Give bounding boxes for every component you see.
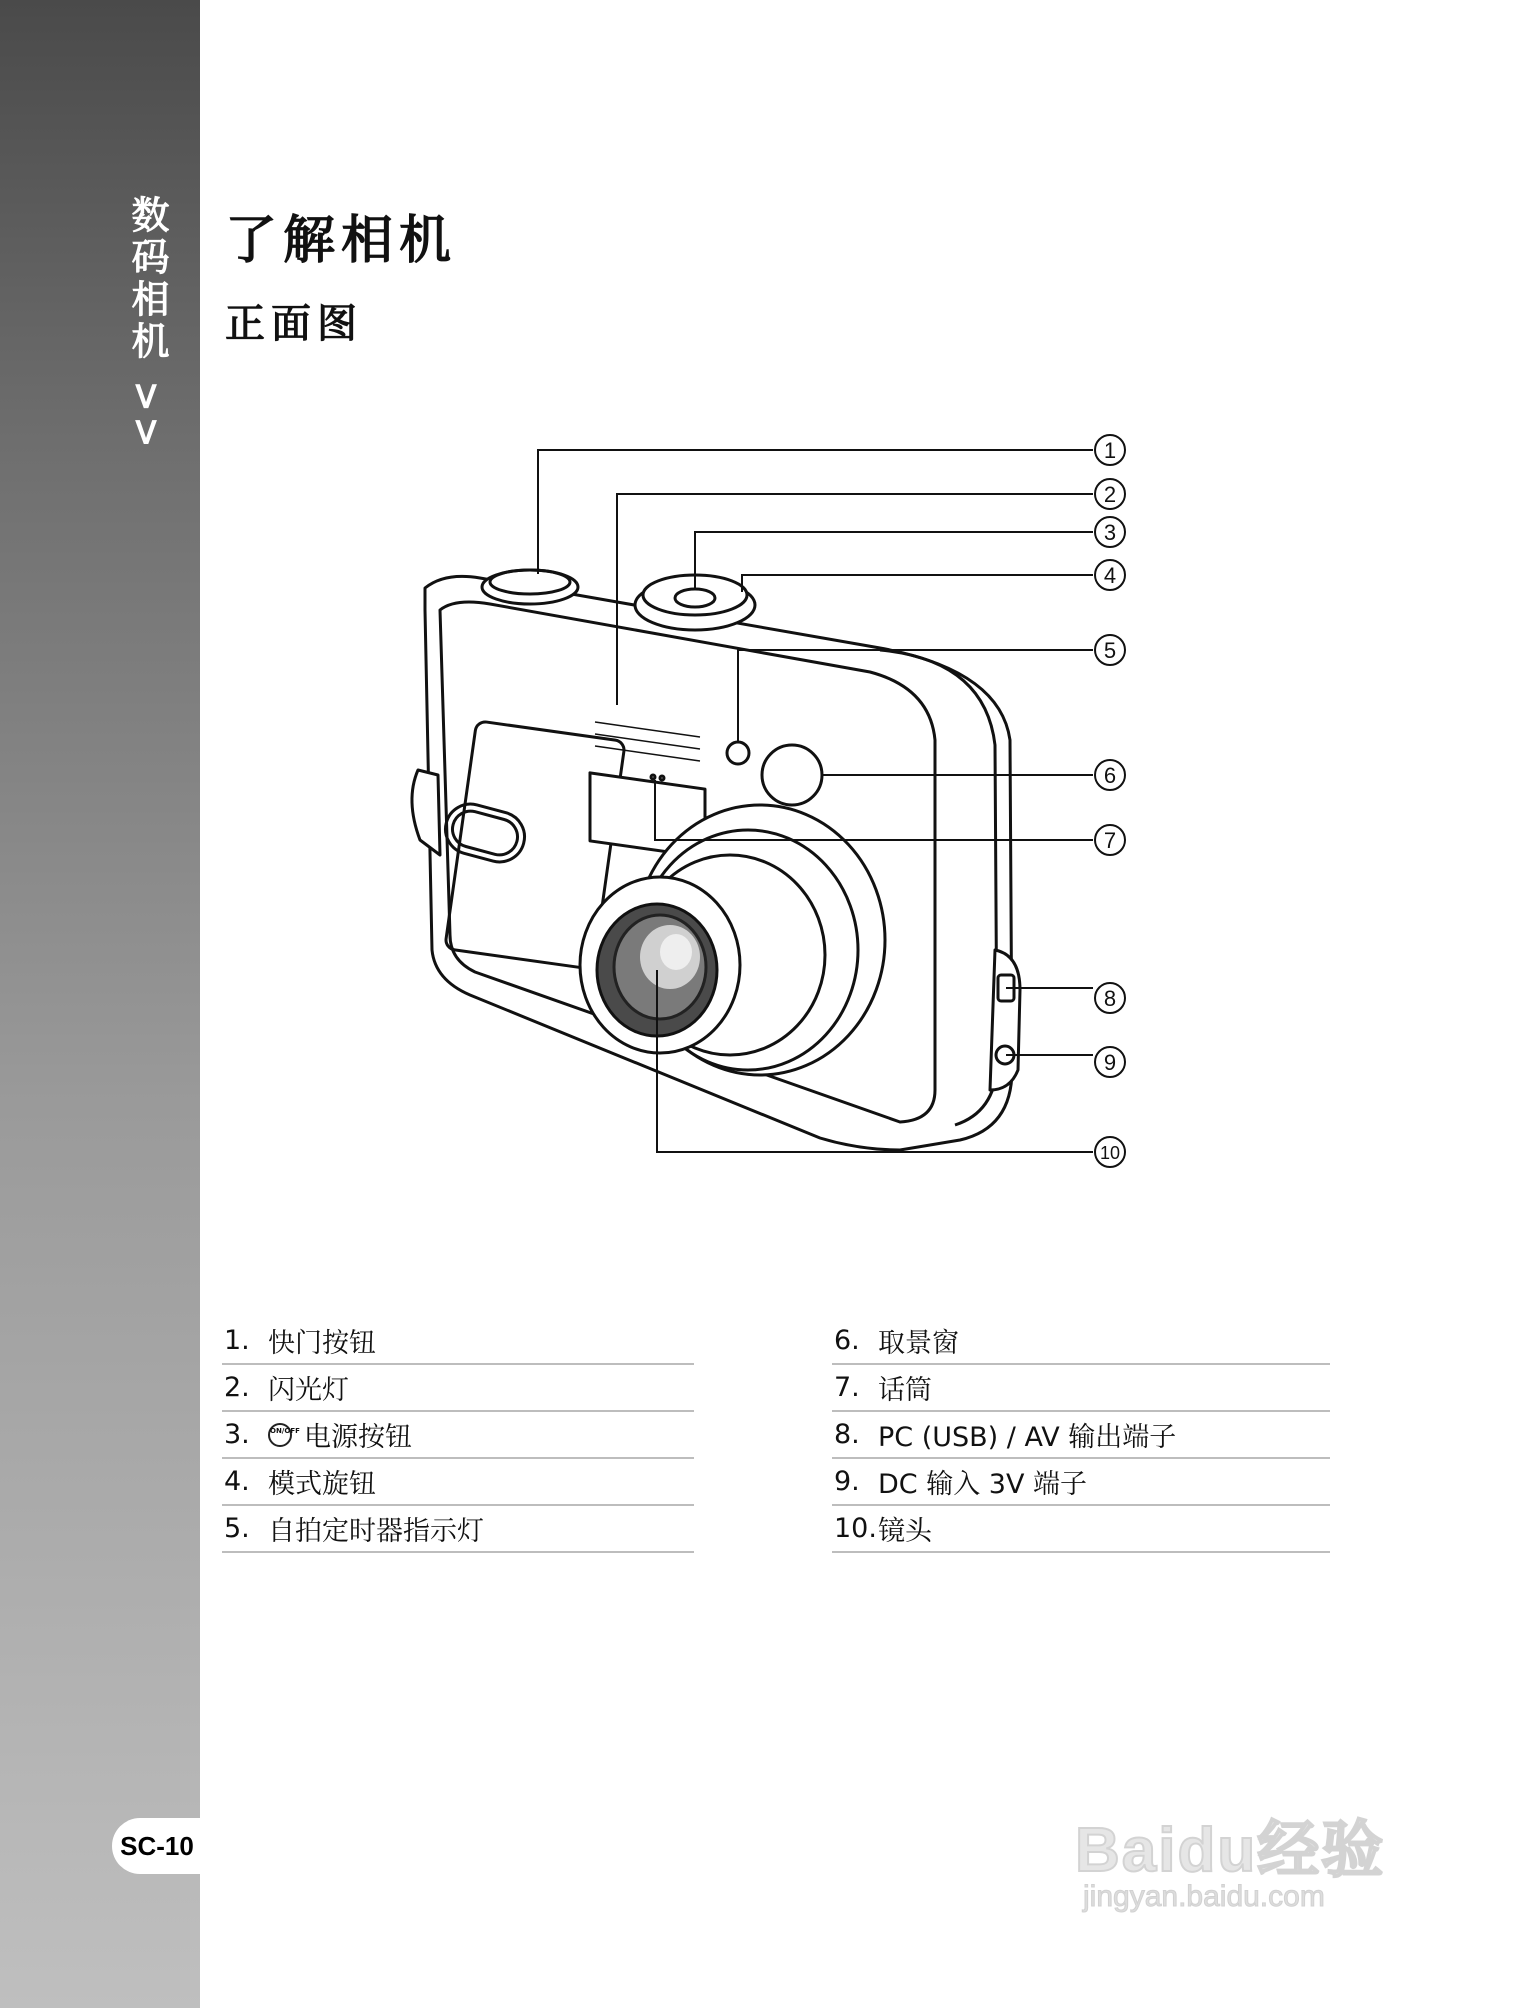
item-number: 5. — [224, 1513, 250, 1544]
item-label: 取景窗 — [878, 1328, 959, 1359]
self-timer-lamp — [727, 742, 749, 764]
page-number: SC-10 — [112, 1818, 202, 1874]
list-item — [832, 1318, 1330, 1365]
item-number: 6. — [834, 1325, 860, 1356]
watermark-url: jingyan.baidu.com — [1083, 1880, 1325, 1913]
item-number: 1. — [224, 1325, 250, 1356]
callout-label-4: 4 — [1103, 563, 1117, 588]
watermark-logo: Baidu经验 — [1075, 1816, 1386, 1885]
callout-label-2: 2 — [1103, 482, 1117, 507]
camera-illustration — [412, 570, 1020, 1150]
parts-list-right — [832, 1318, 1330, 1553]
item-label: 快门按钮 — [268, 1328, 376, 1359]
callout-label-3: 3 — [1103, 520, 1117, 545]
callout-label-9: 9 — [1103, 1050, 1117, 1075]
baidu-watermark — [1075, 1770, 1495, 1920]
item-number: 10. — [834, 1513, 877, 1544]
list-item — [222, 1506, 694, 1553]
item-label: 镜头 — [878, 1516, 932, 1547]
grip — [412, 770, 440, 855]
viewfinder-window — [762, 745, 822, 805]
callout-label-8: 8 — [1103, 986, 1117, 1011]
list-item — [832, 1506, 1330, 1553]
callout-label-10: 10 — [1099, 1143, 1121, 1163]
page-subtitle: 正面图 — [225, 301, 363, 347]
list-item — [222, 1365, 694, 1412]
callout-label-7: 7 — [1103, 828, 1117, 853]
item-number: 3. — [224, 1419, 250, 1450]
list-item — [222, 1459, 694, 1506]
item-number: 4. — [224, 1466, 250, 1497]
item-number: 7. — [834, 1372, 860, 1403]
item-label: 模式旋钮 — [268, 1469, 376, 1500]
list-item — [832, 1412, 1330, 1459]
on-off-icon: ON/OFF — [268, 1423, 292, 1447]
section-title: 数码相机 >> — [125, 195, 169, 452]
parts-list-left — [222, 1318, 694, 1553]
list-item — [222, 1318, 694, 1365]
callout-label-1: 1 — [1103, 438, 1117, 463]
side-door — [990, 950, 1020, 1090]
item-label: 自拍定时器指示灯 — [268, 1516, 484, 1547]
item-label: PC (USB) / AV 输出端子 — [878, 1422, 1177, 1453]
page-title: 了解相机 — [225, 211, 458, 271]
list-item — [832, 1459, 1330, 1506]
item-number: 9. — [834, 1466, 860, 1497]
item-label: 电源按钮 — [304, 1422, 412, 1453]
item-number: 2. — [224, 1372, 250, 1403]
item-number: 8. — [834, 1419, 860, 1450]
list-item — [832, 1365, 1330, 1412]
item-label: 闪光灯 — [268, 1375, 349, 1406]
callout-label-5: 5 — [1103, 638, 1117, 663]
item-label: DC 输入 3V 端子 — [878, 1469, 1088, 1500]
callout-label-6: 6 — [1103, 763, 1117, 788]
item-label: 话筒 — [878, 1375, 932, 1406]
list-item — [222, 1412, 694, 1459]
